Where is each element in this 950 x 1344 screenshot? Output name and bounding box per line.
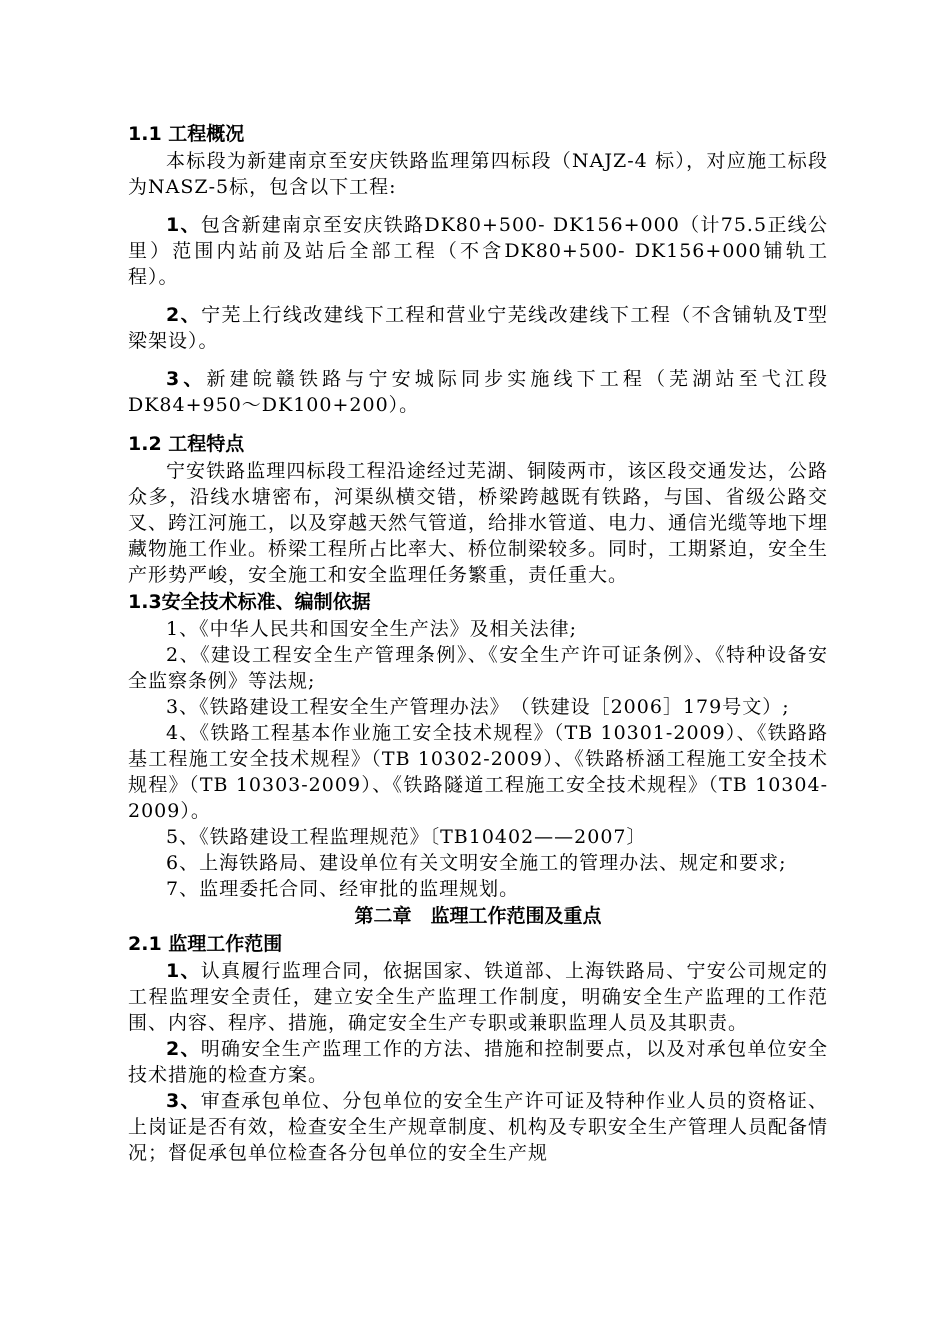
section-2-1-item-2 [128, 1036, 828, 1088]
item-text: 《铁路建设工程安全生产管理办法》 （铁建设［2006］179号文）; [199, 696, 790, 718]
section-1-3-item-2 [128, 642, 828, 694]
item-text: 《铁路工程基本作业施工安全技术规程》（TB 10301-2009）、《铁路路基工程施工安全技术规程》（TB 10302-2009）、《铁路桥涵工程施工安全技术规程》（TB 10303-2009）、《铁路隧道工程施工安全技术规程》（TB 10304-2009）。 [128, 722, 828, 822]
chapter-2-title: 第二章 监理工作范围及重点 [354, 905, 602, 927]
item-text: 宁芜上行线改建线下工程和营业宁芜线改建线下工程（不含铺轨及T型梁架设）。 [128, 304, 828, 352]
item-number: 3、 [166, 1090, 201, 1112]
item-number: 2、 [166, 644, 201, 666]
item-number: 3、 [166, 696, 200, 718]
section-1-1-intro: 本标段为新建南京至安庆铁路监理第四标段（NAJZ-4 标），对应施工标段为NASZ-5标，包含以下工程: [128, 150, 828, 198]
section-1-3-item-4 [128, 720, 828, 824]
item-number: 1、 [166, 214, 201, 236]
item-text: 监理委托合同、经审批的监理规划。 [199, 878, 520, 900]
section-1-1-item-2 [128, 302, 828, 354]
section-1-3-item-6 [128, 850, 828, 876]
item-number: 1、 [166, 618, 200, 640]
item-number: 2、 [166, 304, 202, 326]
item-text: 《中华人民共和国安全生产法》及相关法律; [199, 618, 577, 640]
section-1-1-item-1 [128, 212, 828, 290]
item-number: 7、 [166, 878, 200, 900]
section-1-1-heading: 1.1 工程概况 [128, 123, 245, 145]
item-text: 《建设工程安全生产管理条例》、《安全生产许可证条例》、《特种设备安全监察条例》等法规; [128, 644, 828, 692]
item-number: 5、 [166, 826, 200, 848]
document-page [128, 120, 828, 1166]
item-number: 3、 [166, 368, 207, 390]
section-1-3-item-3 [128, 694, 828, 720]
item-number: 1、 [166, 960, 201, 982]
item-text: 审查承包单位、分包单位的安全生产许可证及特种作业人员的资格证、上岗证是否有效，检查安全生产规章制度、机构及专职安全生产管理人员配备情况；督促承包单位检查各分包单位的安全生产规 [128, 1090, 829, 1164]
section-1-2-heading: 1.2 工程特点 [128, 433, 245, 455]
section-2-1-item-3 [128, 1088, 828, 1166]
item-text: 明确安全生产监理工作的方法、措施和控制要点，以及对承包单位安全技术措施的检查方案。 [128, 1038, 828, 1086]
item-number: 6、 [166, 852, 200, 874]
item-text: 新建皖赣铁路与宁安城际同步实施线下工程（芜湖站至弋江段DK84+950～DK100+200）。 [128, 368, 828, 416]
item-number: 4、 [166, 722, 200, 744]
item-number: 2、 [166, 1038, 201, 1060]
item-text: 上海铁路局、建设单位有关文明安全施工的管理办法、规定和要求; [199, 852, 787, 874]
section-1-3-item-5 [128, 824, 828, 850]
item-text: 包含新建南京至安庆铁路DK80+500- DK156+000（计75.5正线公里）范围内站前及站后全部工程（不含DK80+500- DK156+000铺轨工程）。 [128, 214, 828, 288]
section-1-1-item-3 [128, 366, 828, 418]
item-text: 认真履行监理合同，依据国家、铁道部、上海铁路局、宁安公司规定的工程监理安全责任，建立安全生产监理工作制度，明确安全生产监理的工作范围、内容、程序、措施，确定安全生产专职或兼职监理人员及其职责。 [128, 960, 828, 1034]
section-1-3-item-7 [128, 876, 828, 902]
section-1-3-heading: 1.3安全技术标准、编制依据 [128, 591, 371, 613]
section-1-3-item-1 [128, 616, 828, 642]
section-2-1-item-1 [128, 958, 828, 1036]
section-2-1-heading: 2.1 监理工作范围 [128, 933, 283, 955]
section-1-2-body: 宁安铁路监理四标段工程沿途经过芜湖、铜陵两市，该区段交通发达，公路众多，沿线水塘密布，河渠纵横交错，桥梁跨越既有铁路，与国、省级公路交叉、跨江河施工，以及穿越天然气管道，给排水管道、电力、通信光缆等地下埋藏物施工作业。桥梁工程所占比率大、桥位制梁较多。同时，工期紧迫，安全生产形势严峻，安全施工和安全监理任务繁重，责任重大。 [128, 460, 829, 586]
item-text: 《铁路建设工程监理规范》〔TB10402——2007〕 [199, 826, 647, 848]
